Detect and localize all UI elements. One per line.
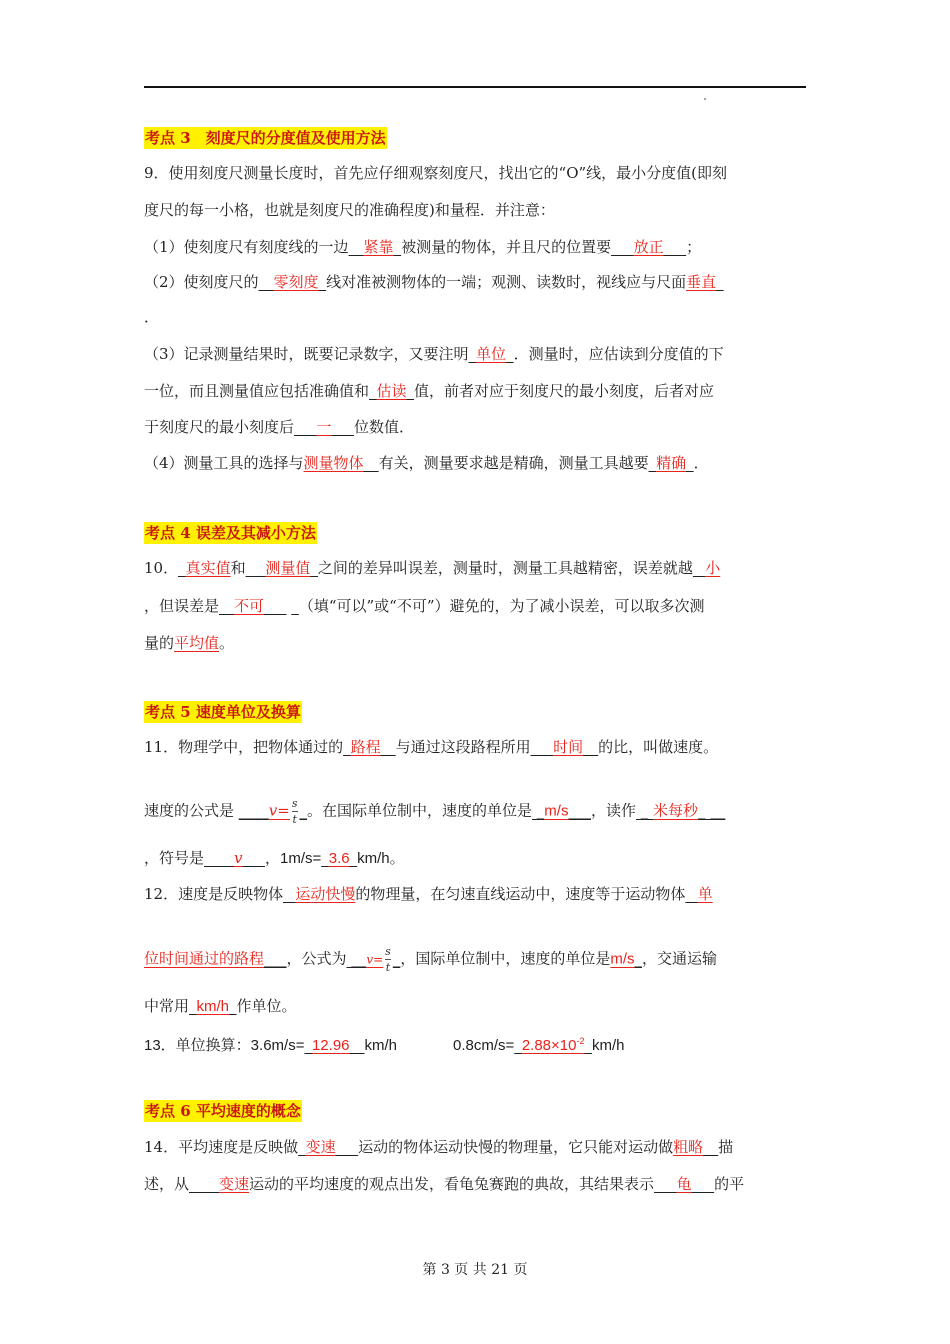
- q9-item-3-line-3: 于刻度尺的最小刻度后___一___位数值．: [144, 418, 415, 436]
- q11-line-1: 11．物理学中，把物体通过的_路程__与通过这段路程所用___时间__的比，叫做速度。: [144, 738, 719, 756]
- answer-blank: m/s: [610, 950, 635, 968]
- q12-line-3: 中常用_km/h_作单位。: [144, 997, 297, 1015]
- answer-blank: 一: [316, 418, 332, 436]
- answer-blank: 路程: [350, 738, 381, 756]
- heading-section-3: 考点 3 刻度尺的分度值及使用方法: [145, 129, 386, 147]
- answer-blank: 估读: [376, 382, 407, 400]
- answer-blank: 变速: [219, 1175, 250, 1193]
- q11-line-2: 速度的公式是 ____v= $\frac{s}{t}$ _。在国际单位制中，速度的单位是 _m/s___，读作 _ 米每秒_ __: [144, 797, 726, 826]
- answer-blank: 3.6: [328, 850, 350, 867]
- answer-blank: 12.96: [311, 1037, 350, 1054]
- answer-blank: 测量物体: [303, 454, 364, 472]
- page-footer: 第 3 页 共 21 页: [422, 1262, 528, 1278]
- q9-item-3: （3）记录测量结果时，既要记录数字，又要注明_单位_．测量时，应估读到分度值的下: [144, 345, 724, 363]
- q12-line-2: 位时间通过的路程___，公式为 __v= $\frac{s}{t}$ _，国际单位制中，速度的单位是m/s_，交通运输: [144, 945, 718, 974]
- answer-blank: 放正: [633, 238, 664, 256]
- answer-blank: 垂直: [686, 273, 717, 291]
- answer-blank: v: [366, 952, 374, 967]
- answer-blank: 真实值: [185, 559, 231, 577]
- q9-item-4: （4）测量工具的选择与测量物体__有关，测量要求越是精确，测量工具越要_精确_．: [144, 454, 709, 472]
- fraction-s-over-t: $\frac{s}{t}$: [291, 797, 298, 826]
- q11-line-3: ，符号是____v___，1m/s=_3.6_km/h。: [144, 849, 405, 867]
- q12-line-1: 12．速度是反映物体_ 运动快慢的物理量，在匀速直线运动中，速度等于运动物体_ 单: [144, 885, 713, 903]
- answer-blank: 粗略: [673, 1138, 704, 1156]
- answer-blank: 龟: [676, 1175, 692, 1193]
- header-rule: [144, 86, 806, 88]
- heading-section-5: 考点 5 速度单位及换算: [145, 703, 301, 721]
- answer-blank: 小: [705, 559, 721, 577]
- answer-blank: v=: [268, 801, 290, 820]
- answer-blank: 变速: [305, 1138, 336, 1156]
- answer-blank: 时间: [553, 738, 584, 756]
- answer-blank: 位时间通过的路程: [144, 949, 265, 968]
- q9-item-2-end: ．: [144, 308, 160, 326]
- q9-item-1: （1）使刻度尺有刻度线的一边__紧靠_被测量的物体，并且尺的位置要___放正___；: [144, 238, 702, 256]
- q13-line: 13．单位换算：3.6m/s=_12.96__km/h $0.8cm/s=\_2.88\times 10^{-2}\_km/h$: [144, 1036, 625, 1054]
- answer-blank: 不可: [234, 597, 265, 615]
- answer-blank: 测量值: [265, 559, 311, 577]
- heading-section-6: 考点 6 平均速度的概念: [145, 1102, 301, 1120]
- q14-line-1: 14．平均速度是反映做_变速___运动的物体运动快慢的物理量，它只能对运动做粗略__描: [144, 1138, 734, 1156]
- answer-blank: 单: [697, 885, 713, 903]
- answer-blank: v: [234, 849, 243, 867]
- answer-blank: km/h: [196, 998, 230, 1015]
- fraction-s-over-t: $\frac{s}{t}$: [385, 945, 391, 974]
- header-dot: [704, 98, 706, 100]
- answer-blank: 米每秒: [653, 801, 699, 820]
- answer-blank: 零刻度: [273, 273, 319, 291]
- answer-blank: 单位: [476, 345, 507, 363]
- q10-line-3: 量的平均值。: [144, 634, 235, 652]
- answer-blank: 精确: [656, 454, 687, 472]
- answer-blank: m/s: [544, 802, 569, 820]
- answer-blank: $2.88\times 10^{-2}$: [521, 1036, 585, 1054]
- answer-blank: 紧靠: [363, 238, 394, 256]
- q14-line-2: 述，从____变速运动的平均速度的观点出发，看龟兔赛跑的典故，其结果表示___龟___的平: [144, 1175, 745, 1193]
- heading-section-4: 考点 4 误差及其减小方法: [145, 524, 316, 542]
- q10-line-1: 10．_真实值和_ _测量值_之间的差异叫误差，测量时，测量工具越精密，误差就越_ 小: [144, 559, 721, 577]
- q9-line-2: 度尺的每一小格，也就是刻度尺的准确程度)和量程．并注意：: [144, 201, 555, 219]
- answer-blank: 运动快慢: [295, 885, 356, 903]
- q9-item-3-line-2: 一位，而且测量值应包括准确值和_估读_值，前者对应于刻度尺的最小刻度，后者对应: [144, 382, 715, 400]
- q10-line-2: ，但误差是__不可___ _（填“可以”或“不可”）避免的，为了减小误差，可以取多次测: [144, 597, 705, 615]
- answer-blank: 平均值: [174, 634, 220, 652]
- q9-line-1: 9．使用刻度尺测量长度时，首先应仔细观察刻度尺，找出它的“O”线，最小分度值(即刻: [144, 164, 728, 182]
- q9-item-2: （2）使刻度尺的__零刻度_线对准被测物体的一端；观测、读数时，视线应与尺面垂直_: [144, 273, 724, 291]
